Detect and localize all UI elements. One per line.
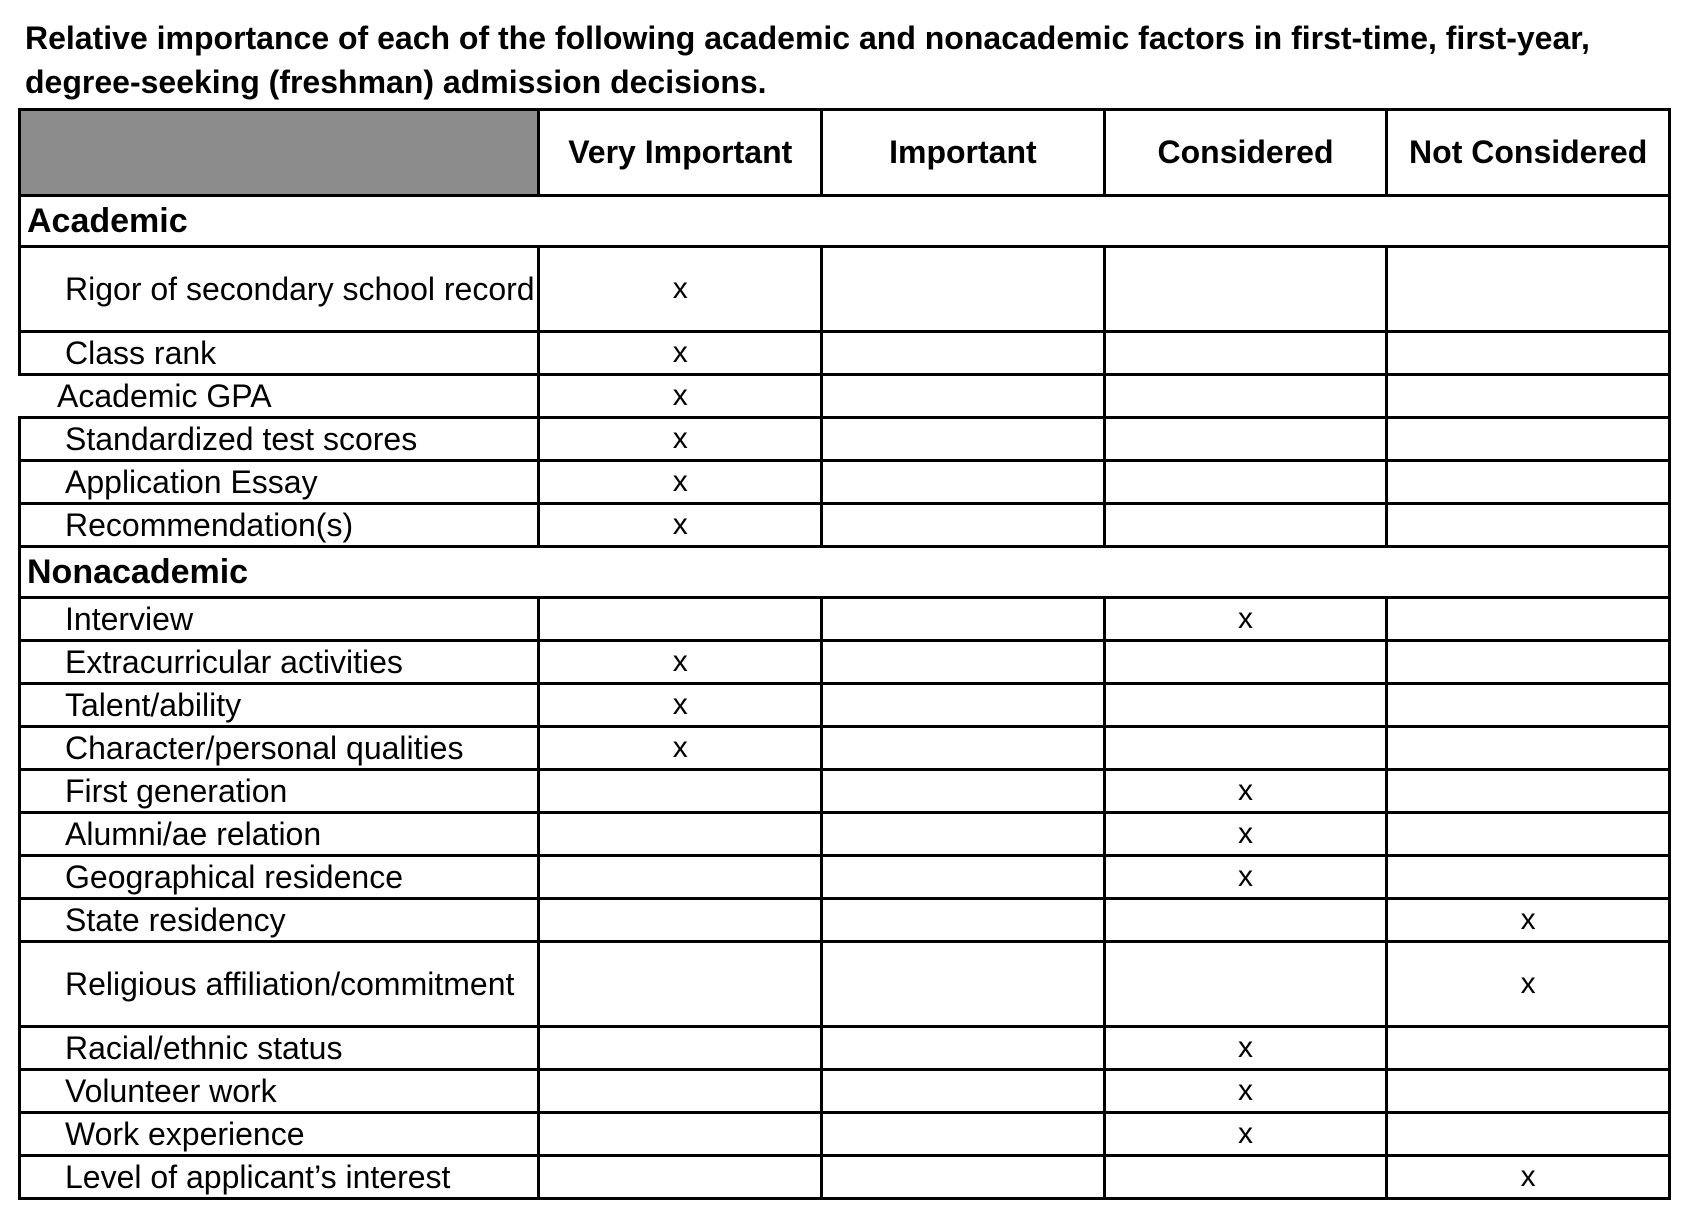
factor-label: Academic GPA xyxy=(20,375,539,418)
mark-cell-considered xyxy=(1104,942,1387,1027)
mark-cell-very-important: x xyxy=(539,641,822,684)
mark-cell-not-considered xyxy=(1387,418,1670,461)
mark-cell-very-important xyxy=(539,1027,822,1070)
mark-cell-very-important: x xyxy=(539,247,822,332)
section-row xyxy=(20,547,1670,598)
mark-cell-not-considered xyxy=(1387,598,1670,641)
mark-cell-considered: x xyxy=(1104,856,1387,899)
table-row xyxy=(20,942,1670,1027)
table-row xyxy=(20,813,1670,856)
mark-cell-considered xyxy=(1104,375,1387,418)
mark-cell-not-considered xyxy=(1387,1070,1670,1113)
mark-cell-important xyxy=(822,942,1105,1027)
mark-cell-not-considered xyxy=(1387,247,1670,332)
mark-cell-very-important xyxy=(539,1070,822,1113)
mark-cell-very-important xyxy=(539,1156,822,1199)
factor-label: Religious affiliation/commitment xyxy=(20,942,539,1027)
mark-cell-considered: x xyxy=(1104,813,1387,856)
table-row xyxy=(20,1156,1670,1199)
table-row xyxy=(20,899,1670,942)
mark-cell-not-considered: x xyxy=(1387,1156,1670,1199)
table-row xyxy=(20,461,1670,504)
table-row xyxy=(20,770,1670,813)
section-heading: Academic xyxy=(20,196,1670,247)
mark-cell-important xyxy=(822,375,1105,418)
mark-cell-important xyxy=(822,461,1105,504)
factor-label: Application Essay xyxy=(20,461,539,504)
factor-label: First generation xyxy=(20,770,539,813)
mark-cell-considered xyxy=(1104,684,1387,727)
table-row xyxy=(20,727,1670,770)
mark-cell-not-considered xyxy=(1387,727,1670,770)
mark-cell-very-important xyxy=(539,856,822,899)
mark-cell-very-important: x xyxy=(539,684,822,727)
mark-cell-very-important: x xyxy=(539,504,822,547)
column-header-considered: Considered xyxy=(1104,110,1387,196)
table-row xyxy=(20,247,1670,332)
factor-label: Alumni/ae relation xyxy=(20,813,539,856)
factor-label: Geographical residence xyxy=(20,856,539,899)
mark-cell-considered xyxy=(1104,247,1387,332)
factor-label: Rigor of secondary school record xyxy=(20,247,539,332)
mark-cell-very-important xyxy=(539,942,822,1027)
table-row xyxy=(20,375,1670,418)
mark-cell-important xyxy=(822,684,1105,727)
mark-cell-not-considered xyxy=(1387,684,1670,727)
mark-cell-very-important: x xyxy=(539,375,822,418)
table-row xyxy=(20,856,1670,899)
mark-cell-not-considered xyxy=(1387,813,1670,856)
table-row xyxy=(20,1027,1670,1070)
mark-cell-important xyxy=(822,418,1105,461)
mark-cell-considered: x xyxy=(1104,1027,1387,1070)
mark-cell-very-important xyxy=(539,598,822,641)
factor-label: Work experience xyxy=(20,1113,539,1156)
column-header-very-important: Very Important xyxy=(539,110,822,196)
mark-cell-very-important xyxy=(539,899,822,942)
mark-cell-not-considered xyxy=(1387,770,1670,813)
mark-cell-not-considered xyxy=(1387,461,1670,504)
table-row xyxy=(20,418,1670,461)
mark-cell-very-important xyxy=(539,770,822,813)
header-blank-cell xyxy=(20,110,539,196)
factor-label: Character/personal qualities xyxy=(20,727,539,770)
mark-cell-considered xyxy=(1104,461,1387,504)
mark-cell-considered: x xyxy=(1104,1070,1387,1113)
mark-cell-very-important: x xyxy=(539,418,822,461)
mark-cell-very-important xyxy=(539,813,822,856)
factor-label: Extracurricular activities xyxy=(20,641,539,684)
mark-cell-important xyxy=(822,1113,1105,1156)
document-title: Relative importance of each of the following academic and nonacademic factors in first-time, first-year, degree-seeking (freshman) admission decisions. xyxy=(25,20,1590,100)
table-row xyxy=(20,598,1670,641)
section-row xyxy=(20,196,1670,247)
factor-label: Racial/ethnic status xyxy=(20,1027,539,1070)
factor-label: Standardized test scores xyxy=(20,418,539,461)
factor-label: Class rank xyxy=(20,332,539,375)
mark-cell-important xyxy=(822,504,1105,547)
mark-cell-considered: x xyxy=(1104,770,1387,813)
column-header-important: Important xyxy=(822,110,1105,196)
mark-cell-important xyxy=(822,770,1105,813)
factor-label: Level of applicant’s interest xyxy=(20,1156,539,1199)
table-row xyxy=(20,332,1670,375)
mark-cell-important xyxy=(822,1070,1105,1113)
mark-cell-considered xyxy=(1104,332,1387,375)
table-row xyxy=(20,504,1670,547)
mark-cell-considered: x xyxy=(1104,1113,1387,1156)
factor-label: Talent/ability xyxy=(20,684,539,727)
table-header-row xyxy=(20,110,1670,196)
mark-cell-considered xyxy=(1104,1156,1387,1199)
mark-cell-not-considered xyxy=(1387,641,1670,684)
mark-cell-considered xyxy=(1104,641,1387,684)
factor-label: State residency xyxy=(20,899,539,942)
mark-cell-important xyxy=(822,1156,1105,1199)
mark-cell-considered xyxy=(1104,418,1387,461)
mark-cell-important xyxy=(822,813,1105,856)
mark-cell-important xyxy=(822,641,1105,684)
mark-cell-very-important: x xyxy=(539,727,822,770)
mark-cell-important xyxy=(822,247,1105,332)
factor-label: Volunteer work xyxy=(20,1070,539,1113)
mark-cell-important xyxy=(822,1027,1105,1070)
mark-cell-not-considered xyxy=(1387,375,1670,418)
column-header-not-considered: Not Considered xyxy=(1387,110,1670,196)
mark-cell-considered xyxy=(1104,504,1387,547)
mark-cell-not-considered xyxy=(1387,332,1670,375)
mark-cell-not-considered xyxy=(1387,1027,1670,1070)
mark-cell-very-important: x xyxy=(539,332,822,375)
table-row xyxy=(20,641,1670,684)
mark-cell-considered xyxy=(1104,899,1387,942)
factor-label: Recommendation(s) xyxy=(20,504,539,547)
section-heading: Nonacademic xyxy=(20,547,1670,598)
mark-cell-important xyxy=(822,899,1105,942)
admission-factors-table xyxy=(18,108,1671,1200)
mark-cell-important xyxy=(822,727,1105,770)
factor-label: Interview xyxy=(20,598,539,641)
mark-cell-very-important: x xyxy=(539,461,822,504)
mark-cell-very-important xyxy=(539,1113,822,1156)
mark-cell-considered xyxy=(1104,727,1387,770)
mark-cell-important xyxy=(822,856,1105,899)
mark-cell-important xyxy=(822,332,1105,375)
mark-cell-not-considered xyxy=(1387,1113,1670,1156)
mark-cell-not-considered: x xyxy=(1387,942,1670,1027)
table-row xyxy=(20,1113,1670,1156)
table-row xyxy=(20,1070,1670,1113)
mark-cell-important xyxy=(822,598,1105,641)
table-row xyxy=(20,684,1670,727)
mark-cell-considered: x xyxy=(1104,598,1387,641)
mark-cell-not-considered xyxy=(1387,504,1670,547)
mark-cell-not-considered xyxy=(1387,856,1670,899)
mark-cell-not-considered: x xyxy=(1387,899,1670,942)
table-body xyxy=(20,196,1670,1199)
